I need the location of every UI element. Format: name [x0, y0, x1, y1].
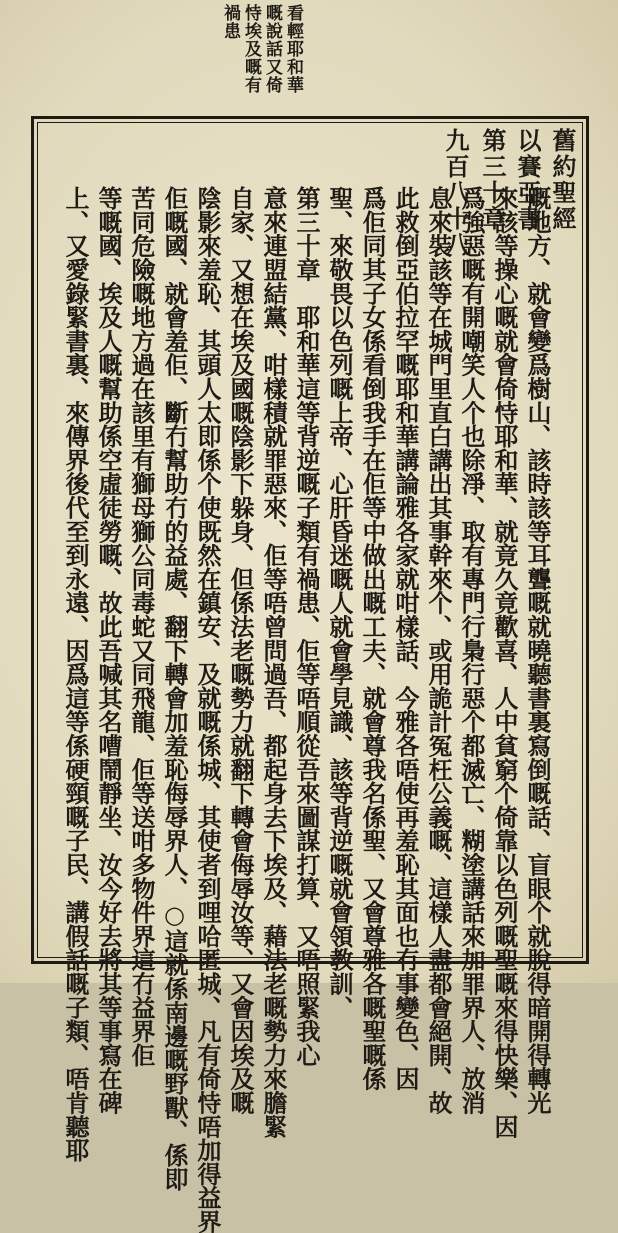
text-column: 意來連盟結黨、咁樣積就罪惡來、佢等唔曾問過吾、都起身去下埃及、藉法老嘅勢力來膽緊 — [259, 186, 288, 1139]
header-book: 以賽亞書 — [513, 128, 542, 232]
show-through-text — [300, 10, 600, 120]
text-column: 爲佢同其子女係看倒我手在佢等中做出嘅工夫、就會尊我名係聖、又會尊雅各嘅聖嘅係 — [358, 186, 387, 1091]
verse-body — [46, 138, 552, 1233]
header-title: 舊約聖經 — [548, 128, 577, 232]
margin-note-col-2: 嘅說話又倚 — [262, 4, 282, 94]
margin-note-col-1: 看輕耶和華 — [283, 4, 303, 94]
text-column: 苦同危險嘅地方過在該里有獅母獅公同毒蛇又同飛龍、佢等送咁多物件界這冇益界佢 — [127, 186, 156, 1067]
text-column: 上、又愛錄緊書裏、來傳界後代至到永遠、因爲這等係硬頸嘅子民、講假話嘅子類、唔肯聽耶 — [61, 186, 90, 1162]
text-column: 自家、又想在埃及國嘅陰影下躲身、但係法老嘅勢力就翻下轉會侮辱汝等、又會因埃及嘅 — [226, 186, 255, 1115]
margin-note-col-4: 禍患 — [220, 4, 240, 40]
header-page-number: 九百八十八 — [441, 128, 470, 258]
text-column: 等嘅國、埃及人嘅幫助係空虛徒勞嘅、故此吾喊其名嘈鬧靜坐、汝今好去將其等事寫在碑 — [94, 186, 123, 1115]
text-column: 爲強惡嘅有開嘲笑人个也除淨、取有專門行梟行惡个都滅亡、糊塗講話來加罪界人、放消 — [457, 186, 486, 1115]
text-column: 聖、來敬畏以色列嘅上帝、心肝昏迷嘅人就會學見識、該等背逆嘅就會領教訓、 — [325, 186, 354, 1020]
text-column: 此救倒亞伯拉罕嘅耶和華講論雅各家就咁樣話、今雅各唔使再羞恥其面也冇事變色、因 — [391, 186, 420, 1091]
text-column: 陰影來羞恥、其頭人太即係个使既然在鎮安、及就嘅係城、其使者到哩哈匿城、凡有倚恃唔加得益界 — [193, 186, 222, 1233]
margin-note-col-3: 恃埃及嘅有 — [241, 4, 261, 94]
chapter-heading-column: 第三十章 耶和華這等背逆嘅子類有禍患、佢等唔順從吾來圖謀打算、又唔照緊我心 — [292, 186, 321, 1067]
header-chapter: 第三十章 — [478, 128, 507, 232]
text-column: 嘅地方、就會變爲樹山、該時該等耳聾嘅就曉聽書裏寫倒嘅話、盲眼个就脫得暗開得轉光 — [523, 186, 552, 1115]
text-column: 來該等操心嘅就會倚恃耶和華、就竟久竟歡喜、人中貧窮个倚靠以色列嘅聖嘅來得快樂、因 — [490, 186, 519, 1139]
text-column: 息來裝該等在城門里直白講出其事幹來个、或用詭計冤枉公義嘅、這樣人盡都會絕開、故 — [424, 186, 453, 1115]
text-column: 佢嘅國、就會羞佢、斷冇幫助冇的益處、翻下轉會加羞恥侮辱界人、○這就係南邊嘅野獸、係即 — [160, 186, 189, 1191]
